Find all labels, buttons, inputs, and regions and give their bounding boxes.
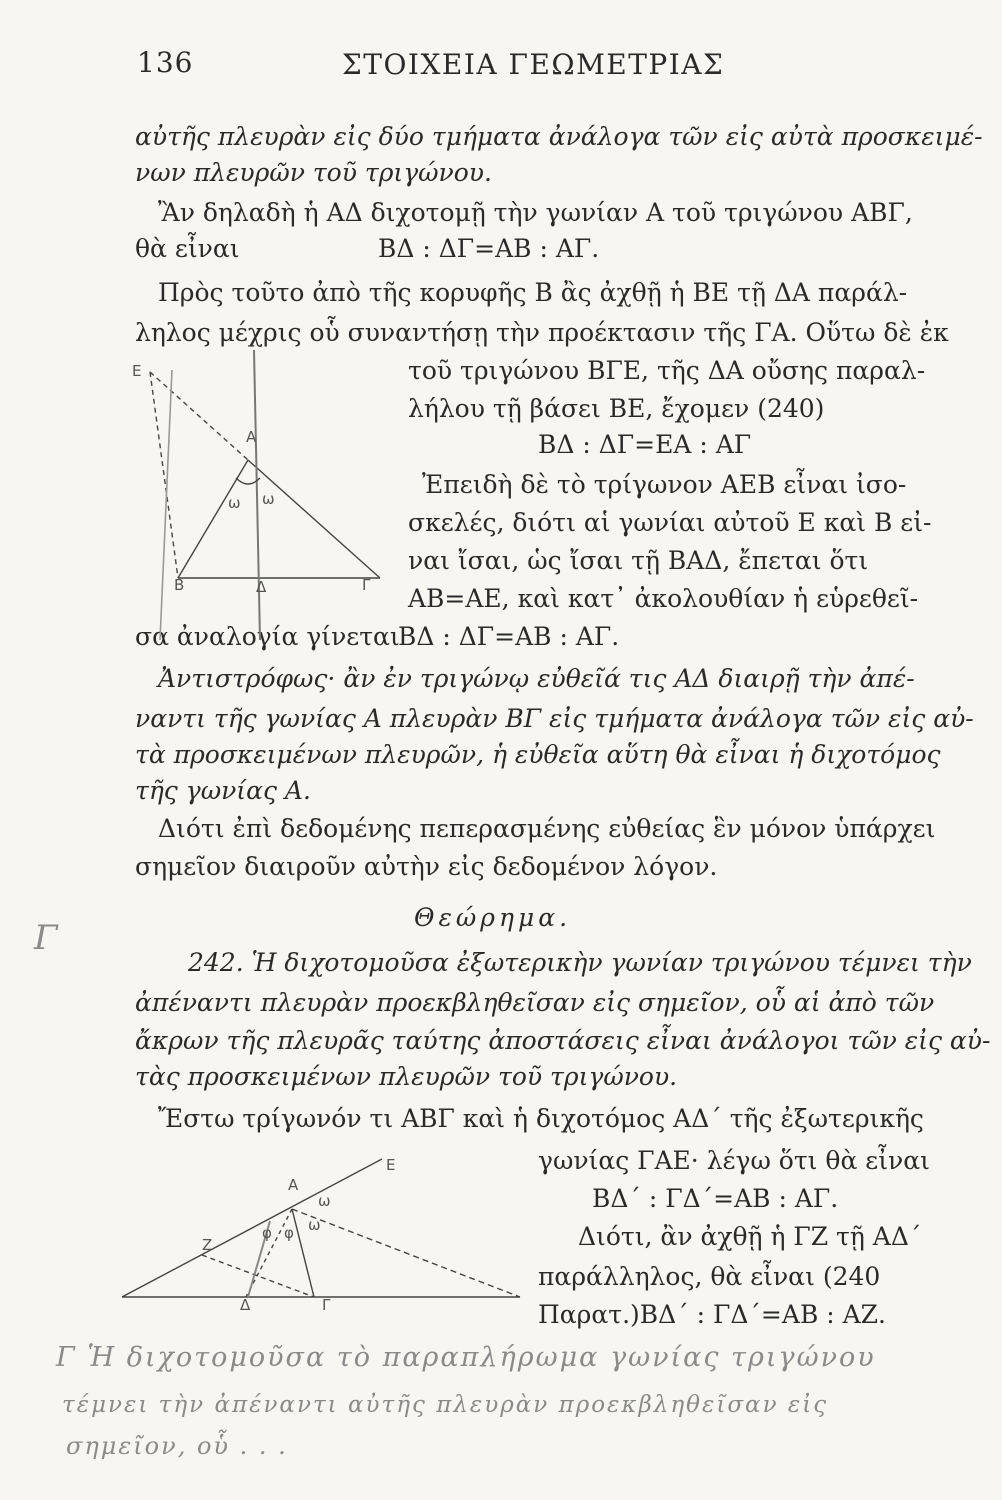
text-line: νων πλευρῶν τοῦ τριγώνου. xyxy=(135,158,492,187)
text-line: Πρὸς τοῦτο ἀπὸ τῆς κορυφῆς Β ἂς ἀχθῇ ἡ ΒΕ τῇ ΔΑ παράλ- xyxy=(158,278,908,307)
label-B: Β xyxy=(174,576,185,594)
text-line: ἀπέναντι πλευρὰν προεκβληθεῖσαν εἰς σημεῖον, οὗ αἱ ἀπὸ τῶν xyxy=(135,988,935,1017)
text-line: 242. Ἡ διχοτομοῦσα ἐξωτερικὴν γωνίαν τριγώνου τέμνει τὴν xyxy=(188,948,972,977)
label-A: Α xyxy=(288,1176,299,1194)
text-line: Ἀντιστρόφως· ἂν ἐν τριγώνῳ εὐθεῖά τις ΑΔ διαιρῇ τὴν ἀπέ- xyxy=(158,664,915,693)
text-line: ναντι τῆς γωνίας Α πλευρὰν ΒΓ εἰς τμήματα ἀνάλογα τῶν εἰς αὐ- xyxy=(135,704,974,733)
text-line: Παρατ.)ΒΔ΄ : ΓΔ΄=ΑΒ : ΑΖ. xyxy=(538,1300,886,1329)
text-line: ΑΒ=ΑΕ, καὶ κατ᾿ ἀκολουθίαν ἡ εὑρεθεῖ- xyxy=(408,584,919,613)
text-line: λήλου τῇ βάσει ΒΕ, ἔχομεν (240) xyxy=(408,394,825,423)
side-ab xyxy=(178,460,248,578)
text-line: τὰ προσκειμένων πλευρῶν, ἡ εὐθεῖα αὕτη θὰ εἶναι ἡ διχοτόμος xyxy=(135,740,941,769)
handwritten-margin-mark: Γ xyxy=(34,918,60,958)
text-line: ναι ἴσαι, ὡς ἴσαι τῇ ΒΑΔ, ἔπεται ὅτι xyxy=(408,546,869,575)
text-line: Ἔστω τρίγωνόν τι ΑΒΓ καὶ ἡ διχοτόμος ΑΔ΄ τῆς ἐξωτερικῆς xyxy=(158,1104,924,1133)
handwritten-note-line: τέμνει τὴν ἀπέναντι αὐτῆς πλευρὰν προεκβληθεῖσαν εἰς xyxy=(62,1392,829,1418)
text-line: Ἂν δηλαδὴ ἡ ΑΔ διχοτομῇ τὴν γωνίαν Α τοῦ τριγώνου ΑΒΓ, xyxy=(158,198,913,227)
label-omega: ω xyxy=(308,1216,321,1234)
label-omega: ω xyxy=(262,490,275,508)
text-line: ἄκρων τῆς πλευρᾶς ταύτης ἀποστάσεις εἶναι ἀνάλογοι τῶν εἰς αὐ- xyxy=(135,1026,991,1055)
handwritten-note-line: σημεῖον, οὗ . . . xyxy=(66,1432,288,1460)
text-line: Διότι, ἂν ἀχθῇ ἡ ΓΖ τῇ ΑΔ΄ xyxy=(578,1222,922,1251)
text-line: παράλληλος, θὰ εἶναι (240 xyxy=(538,1262,881,1291)
text-line: σκελές, διότι αἱ γωνίαι αὐτοῦ Ε καὶ Β εἰ- xyxy=(408,508,932,537)
equation: ΒΔ : ΔΓ=ΑΒ : ΑΓ. xyxy=(378,234,600,263)
text-line: τοῦ τριγώνου ΒΓΕ, τῆς ΔΑ οὔσης παραλ- xyxy=(408,356,926,385)
text-line: Διότι ἐπὶ δεδομένης πεπερασμένης εὐθείας ἓν μόνον ὑπάρχει xyxy=(158,814,936,843)
label-omega: ω xyxy=(228,494,241,512)
label-Z: Ζ xyxy=(202,1236,213,1254)
text-line: Ἐπειδὴ δὲ τὸ τρίγωνον ΑΕΒ εἶναι ἰσο- xyxy=(422,470,907,499)
label-E: Ε xyxy=(386,1156,396,1174)
label-G: Γ xyxy=(362,576,371,594)
equation: ΒΔ : ΔΓ=ΕΑ : ΑΓ xyxy=(538,430,752,459)
text-line: γωνίας ΓΑΕ· λέγω ὅτι θὰ εἶναι xyxy=(538,1146,930,1175)
label-phi: φ xyxy=(284,1224,294,1242)
external-bisector xyxy=(292,1209,520,1297)
label-G: Γ xyxy=(322,1296,331,1314)
text-line: θὰ εἶναι xyxy=(135,234,240,263)
handwritten-note-line: Γ Ἡ διχοτομοῦσα τὸ παραπλήρωμα γωνίας τριγώνου xyxy=(56,1342,876,1373)
text-line: σα ἀναλογία γίνεται xyxy=(135,622,400,651)
text-line: τῆς γωνίας Α. xyxy=(135,776,311,805)
text-line: σημεῖον διαιροῦν αὐτὴν εἰς δεδομένον λόγον. xyxy=(135,852,718,881)
parallel-line xyxy=(254,350,260,640)
running-title: ΣΤΟΙΧΕΙΑ ΓΕΩΜΕΤΡΙΑΣ xyxy=(342,48,725,81)
label-D: Δ xyxy=(256,578,267,596)
label-D: Δ xyxy=(240,1296,251,1314)
text-line: αὐτῆς πλευρὰν εἰς δύο τμήματα ἀνάλογα τῶν εἰς αὐτὰ προσκειμέ- xyxy=(135,122,983,151)
label-A: Α xyxy=(246,428,257,446)
equation: ΒΔ : ΔΓ=ΑΒ : ΑΓ. xyxy=(398,622,620,651)
theorem-heading: Θεώρημα. xyxy=(414,903,572,932)
equation: ΒΔ΄ : ΓΔ΄=ΑΒ : ΑΓ. xyxy=(592,1184,839,1213)
label-omega: ω xyxy=(318,1192,331,1210)
text-line: τὰς προσκειμένων πλευρῶν τοῦ τριγώνου. xyxy=(135,1062,678,1091)
label-phi: φ xyxy=(262,1224,272,1242)
text-line: ληλος μέχρις οὗ συναντήσῃ τὴν προέκτασιν τῆς ΓΑ. Οὕτω δὲ ἐκ xyxy=(135,318,949,347)
page-number: 136 xyxy=(137,46,194,79)
margin-line xyxy=(160,370,172,640)
extension-ae xyxy=(150,372,248,460)
side-ag xyxy=(248,460,380,578)
label-E: Ε xyxy=(132,362,142,380)
